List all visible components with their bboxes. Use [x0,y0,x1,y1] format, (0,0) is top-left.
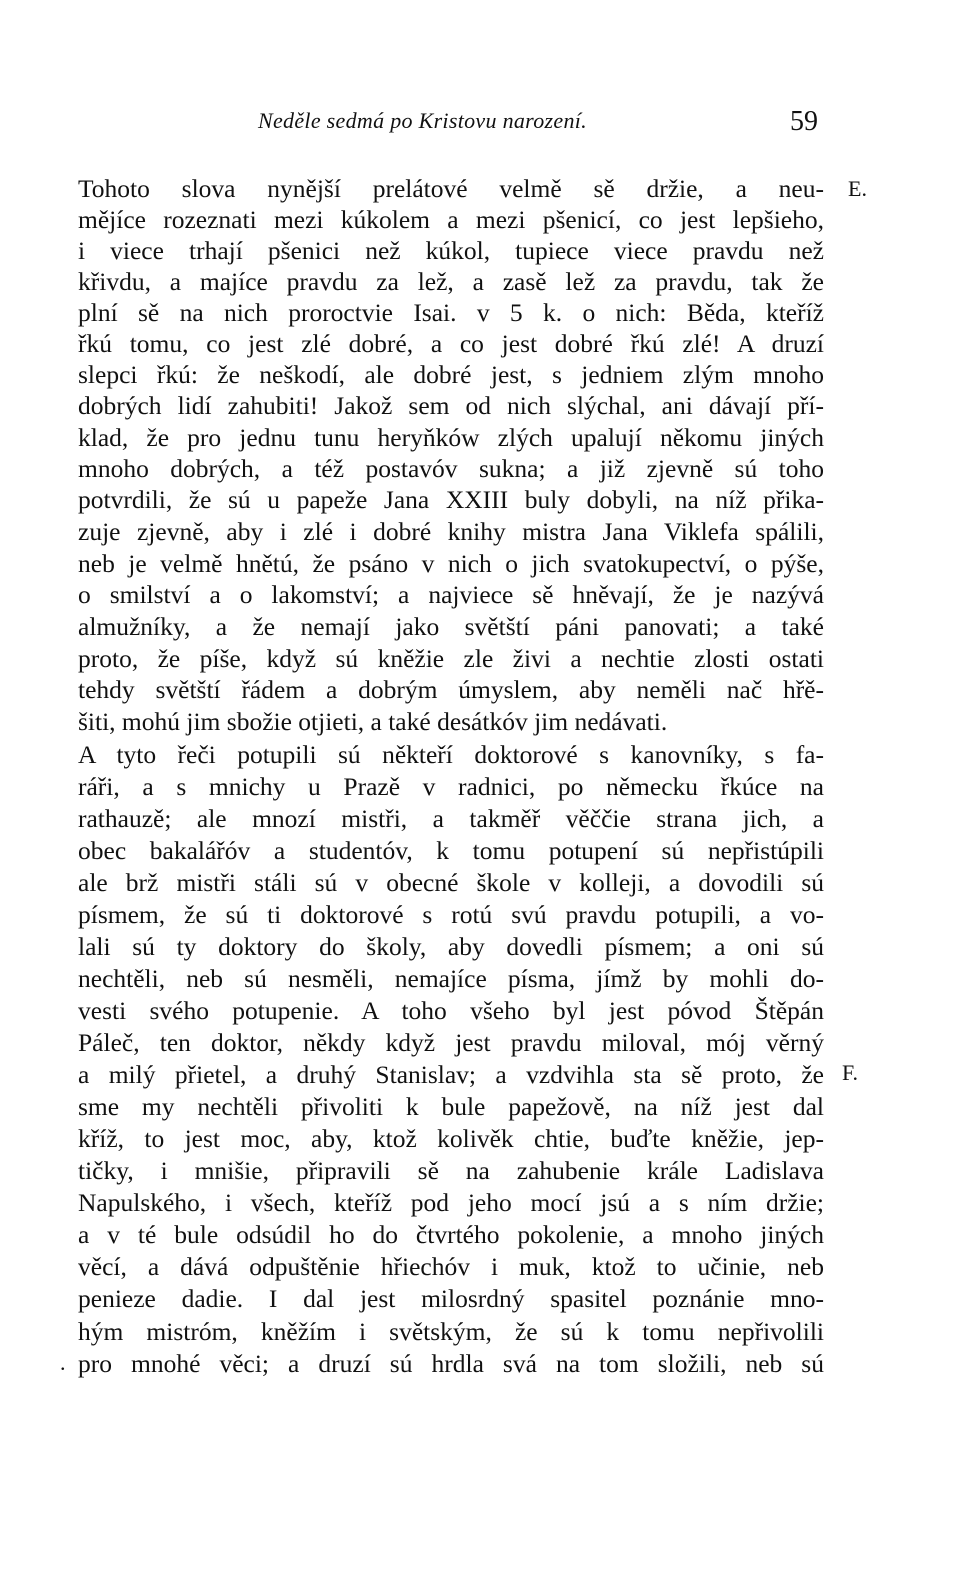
text-line: tehdy světští řádem a dobrým úmyslem, aby neměli nač hřě- [78,675,824,704]
page-number: 59 [790,106,818,137]
text-line: hým mistróm, kněžím i světským, že sú k tomu nepřivolili [78,1317,824,1346]
text-line: ale brž mistři stáli sú v obecné škole v kolleji, a dovodili sú [78,868,824,897]
text-line: penieze dadie. I dal jest milosrdný spasitel poznánie mno- [78,1284,824,1313]
text-line: šiti, mohú jim sbožie otjieti, a také desátkóv jim nedávati. [78,707,668,736]
text-line: rathauzě; ale mnozí mistři, a takměř věččie strana jich, a [78,804,824,833]
text-line: i viece trhají pšenici než kúkol, tupiece viece pravdu než [78,236,824,265]
margin-note-f: F. [842,1060,858,1085]
text-line: slepci řkú: že neškodí, ale dobré jest, s jedniem zlým mnoho [78,360,824,389]
text-line: mnoho dobrých, a též postavóv sukna; a již zjevně sú toho [78,454,824,483]
text-line: Napulského, i všech, kteříž pod jeho mocí jsú a s ním držie; [78,1188,824,1217]
text-line: lali sú ty doktory do školy, aby dovedli písmem; a oni sú [78,932,824,961]
text-line: klad, že pro jednu tunu heryňków zlých upalují někomu jiných [78,423,824,452]
text-line: věcí, a dává odpuštěnie hřiechóv i muk, ktož to učinie, neb [78,1252,824,1281]
text-line: vesti svého potupenie. A toho všeho byl jest póvod Štěpán [78,996,824,1025]
text-line: a v té bule odsúdil ho do čtvrtého pokolenie, a mnoho jiných [78,1220,824,1249]
margin-note-e: E. [848,176,867,201]
text-line: pro mnohé věci; a druzí sú hrdla svá na tom složili, neb sú [78,1349,824,1378]
text-line: písmem, že sú ti doktorové s rotú svú pravdu potupili, a vo- [78,900,824,929]
text-line: řkú tomu, co jest zlé dobré, a co jest dobré řkú zlé! A druzí [78,329,824,358]
text-line: křivdu, a majíce pravdu za lež, a zasě lež za pravdu, tak že [78,267,824,296]
text-line: Tohoto slova nynější prelátové velmě sě držie, a neu- [78,174,824,203]
text-line: ráři, a s mnichy u Prazě v radnici, po německu řkúce na [78,772,824,801]
text-line: Páleč, ten doktor, někdy když jest pravdu miloval, mój věrný [78,1028,824,1057]
text-line: mějíce rozeznati mezi kúkolem a mezi pšenicí, co jest lepšieho, [78,205,824,234]
text-line: neb je velmě hnětú, že psáno v nich o jich svatokupectví, o pýše, [78,549,824,578]
text-line: sme my nechtěli přivoliti k bule papežově, na níž jest dal [78,1092,824,1121]
text-line: potvrdili, že sú u papeže Jana XXIII buly dobyli, na níž přika- [78,485,824,514]
text-line: almužníky, a že nemají jako světští páni panovati; a také [78,612,824,641]
running-title: Neděle sedmá po Kristovu narození. [258,108,587,133]
text-line: plní sě na nich proroctvie Isai. v 5 k. o nich: Běda, kteříž [78,298,824,327]
text-line: nechtěli, neb sú nesměli, nemajíce písma, jímž by mohli do- [78,964,824,993]
text-line: zuje zjevně, aby i zlé i dobré knihy mistra Jana Viklefa spálili, [78,517,824,546]
text-line: o smilství a o lakomství; a najviece sě hněvají, že je nazývá [78,580,824,609]
stray-mark: . [60,1350,66,1375]
text-line: obec bakalářóv a studentóv, k tomu potupení sú nepřistúpili [78,836,824,865]
text-line: dobrých lidí zahubiti! Jakož sem od nich slýchal, ani dávají pří- [78,391,824,420]
text-line: proto, že píše, když sú kněžie zle živi a nechtie zlosti ostati [78,644,824,673]
text-line: a milý přietel, a druhý Stanislav; a vzdvihla sta sě proto, že [78,1060,824,1089]
text-line: A tyto řeči potupili sú někteří doktorové s kanovníky, s fa- [78,740,824,769]
text-line: kříž, to jest moc, aby, ktož kolivěk chtie, buďte kněžie, jep- [78,1124,824,1153]
text-line: tičky, i mnišie, připravili sě na zahubenie krále Ladislava [78,1156,824,1185]
